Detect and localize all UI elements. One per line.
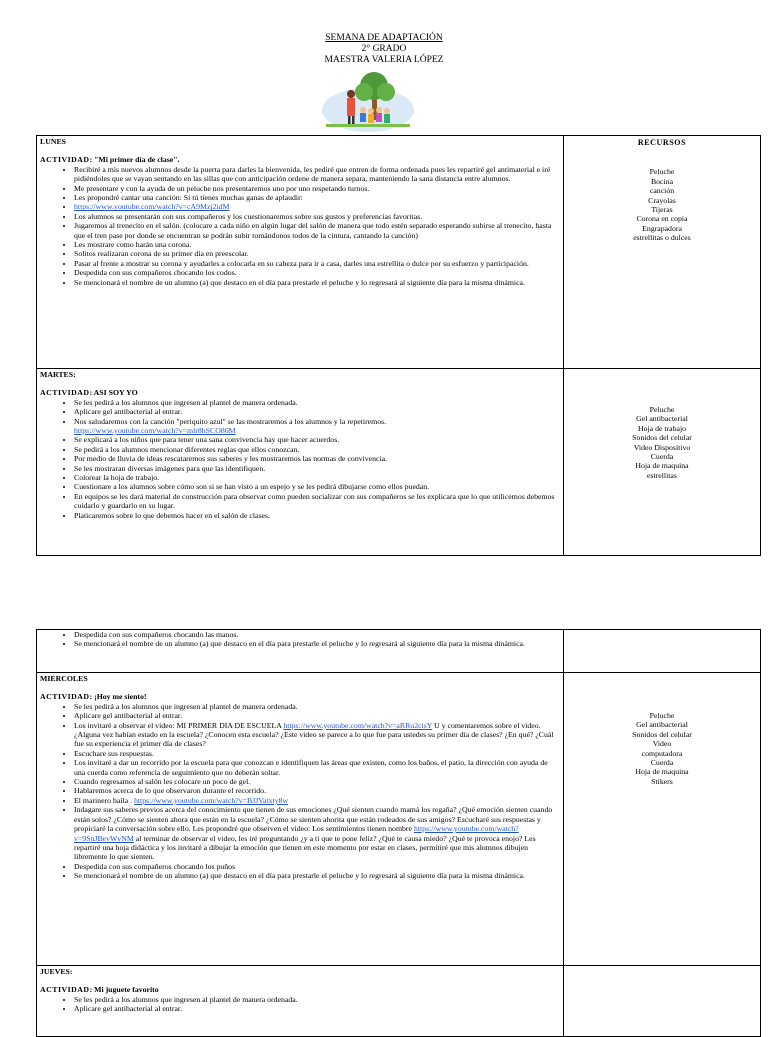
lunes-resources-cell — [564, 136, 761, 369]
document-title: SEMANA DE ADAPTACIÓN — [325, 33, 443, 43]
resource-item: canción — [649, 186, 675, 196]
plan-table-2 — [36, 629, 761, 1037]
jueves-activity-list — [40, 995, 560, 1014]
youtube-link[interactable]: https://www.youtube.com/watch?v=cA9Mzj2idM — [74, 202, 230, 212]
day-label-jueves: JUEVES: — [40, 967, 73, 976]
list-item: • Se mencionará el nombre de un alumno (a) que destaco en el día para prestarle el peluche y lo regresará al siguiente día para la misma dinámica. — [74, 278, 560, 287]
list-item: • Nos saludaremos con la canción "periquito azul" se las mostraremos a los alumnos y la repetiremos. — [74, 417, 560, 426]
list-item: • Colorear la hoja de trabajo. — [74, 473, 560, 482]
plan-table-1 — [36, 135, 761, 556]
activity-title-martes — [40, 388, 560, 397]
list-item: • En equipos se les dará material de construcción para observar como pueden socializar con sus compañeros se les explicara que lo que utilicemos debemos cuidarlo y guardarlo en su lugar. — [74, 492, 560, 511]
list-item: • Les propondré cantar una canción: Si tú tienes muchas ganas de aplaudir: — [74, 193, 560, 202]
jueves-resources-cell — [564, 966, 761, 1037]
activity-label: ACTIVIDAD — [40, 388, 90, 398]
resource-item: Corona en copia — [636, 214, 688, 224]
resource-item: computadora — [641, 748, 683, 758]
list-item: • Se mencionará el nombre de un alumno (a) que destaco en el día para prestarle el peluche y lo regresará al siguiente día para la misma dinámica. — [74, 639, 560, 648]
resource-item: Hoja de maquina — [635, 461, 689, 471]
list-item: • Aplicare gel antibacterial al entrar. — [74, 407, 560, 416]
resources-header: RECURSOS — [637, 138, 687, 147]
resource-item: Cuerda — [650, 758, 674, 768]
list-item: • Jugaremos al trenecito en el salón. (colocare a cada niño en algún lugar del salón de manera que todo estén separado esperando subirse al trenecito, hasta que el tren pase por donde se encuentran se podrán subir tomándonos todos de la cintura, cantando la canción) — [74, 221, 560, 240]
list-item: • Despedida con sus compañeros chocando las manos. — [74, 630, 560, 639]
list-item: • Se pedirá a los alumnos mencionar diferentes reglas que ellos conozcan. — [74, 445, 560, 454]
resource-item: Gel antibacterial — [636, 720, 688, 730]
resource-item: Sonidos del celular — [632, 729, 692, 739]
list-item: • Escuchare sus respuestas. — [74, 749, 560, 758]
martes-activity-list-2 — [40, 435, 560, 520]
table-row-lunes — [37, 136, 761, 369]
lunes-activities-cell — [37, 136, 564, 369]
day-label-miercoles: MIERCOLES — [40, 674, 88, 683]
activity-name: : Mi juguete favorito — [89, 985, 159, 995]
list-item: • Los invitaré a dar un recorrido por la escuela para que conozcan e identifiquen las áreas que existen, como los baños, el patio, la dirección con ayuda de una cuerda como referencia de seguimiento que no deberán soltar. — [74, 758, 560, 777]
list-item: • Solitos realizaran corona de su primer día en preescolar. — [74, 249, 560, 258]
list-item: • Me presentare y con la ayuda de un peluche nos presentaremos uno por uno respetando turnos. — [74, 184, 560, 193]
list-item — [74, 796, 560, 805]
resource-item: estrellitas — [647, 470, 677, 480]
list-item: • Platicaremos sobre lo que debemos hacer en el salón de clases. — [74, 511, 560, 520]
martes-continued-resources-cell — [564, 630, 761, 673]
martes-resources-cell — [564, 369, 761, 556]
list-item: • Se les pedirá a los alumnos que ingresen al plantel de manera ordenada. — [74, 398, 560, 407]
youtube-link[interactable]: https://www.youtube.com/watch?v=9SnJBevWvNM — [74, 824, 519, 843]
activity-label: ACTIVIDAD — [40, 155, 90, 165]
activity-name: : ASI SOY YO — [89, 388, 138, 398]
resource-item: Peluche — [649, 405, 675, 414]
list-item: • Cuestionare a los alumnos sobre cómo son si se han visto a un espejo y se les pedirá dibujarse como ellos puedan. — [74, 482, 560, 491]
resource-item: estrellitas o dulces — [633, 233, 691, 243]
list-item — [74, 721, 560, 749]
youtube-link[interactable]: https://www.youtube.com/watch?v=BJJVatxty8w — [133, 795, 289, 805]
teacher-name: MAESTRA VALERIA LÓPEZ — [324, 55, 444, 65]
resource-item: Bocina — [650, 176, 674, 186]
youtube-link[interactable]: https://www.youtube.com/watch?v=mlr8hSCO86M — [74, 426, 236, 436]
item-text: U y comentaremos sobre el video. ¿Alguna vez habían estado en la escuela? ¿Conocen esta escuela? ¿Este video se parece a lo que fue para ustedes su primer día de clases? ¿En qué? ¿Cuál fue su experiencia el primer día de clases? — [74, 720, 554, 749]
activity-title-jueves — [40, 985, 560, 994]
lunes-activity-list — [40, 165, 560, 287]
miercoles-resources-cell — [564, 673, 761, 966]
activity-title-lunes — [40, 155, 560, 164]
list-item — [74, 202, 560, 211]
activity-label: ACTIVIDAD — [40, 692, 90, 702]
martes-activity-list — [40, 398, 560, 426]
resource-item: Stikers — [651, 776, 673, 786]
teacher-children-illustration — [318, 70, 418, 132]
resource-item: Tijeras — [651, 205, 673, 215]
grade-label: 2° GRADO — [361, 44, 407, 54]
list-item: • Se les mostraran diversas imágenes para que las identifiquen. — [74, 464, 560, 473]
list-item: • Por medio de lluvia de ideas rescataremos sus saberes y les mostraremos las normas de convivencia. — [74, 454, 560, 463]
list-item — [74, 805, 560, 861]
martes-activities-cell — [37, 369, 564, 556]
resource-item: Hoja de maquina — [635, 767, 689, 777]
resource-item: Crayolas — [648, 195, 676, 205]
martes-resources-list — [564, 405, 760, 480]
resource-item: Peluche — [649, 167, 675, 177]
list-item: • Cuando regresamos al salón les colocare un poco de gel. — [74, 777, 560, 786]
list-item: • Aplicare gel antibacterial al entrar. — [74, 1004, 560, 1013]
resource-item: Hoja de trabajo — [637, 423, 687, 433]
resource-item: Sonidos del celular — [632, 433, 692, 443]
item-text: El marinero baila . — [74, 795, 134, 805]
day-label-martes: MARTES: — [40, 370, 76, 379]
item-text: Los invitaré a observar el video: MI PRIMER DIA DE ESCUELA — [74, 720, 284, 730]
table-row-martes — [37, 369, 761, 556]
list-item: • Se mencionará el nombre de un alumno (a) que destaco en el día para prestarle el peluche y lo regresará al siguiente día para la misma dinámica. — [74, 871, 560, 880]
list-item: • Pasar al frente a mostrar su corona y ayudarles a colocarla en su cabeza para ir a casa, darles una estrellita o dulce por su esfuerzo y participación. — [74, 259, 560, 268]
activity-title-miercoles — [40, 692, 560, 701]
list-item: • Despedida con sus compañeros chocando los codos. — [74, 268, 560, 277]
activity-name: : ¡Hoy me siento! — [89, 692, 147, 702]
list-item: • Aplicare gel antibacterial al entrar. — [74, 711, 560, 720]
document-header — [0, 33, 768, 66]
lunes-resources-list — [564, 167, 760, 242]
item-text: Indagare sus saberes previos acerca del conocimiento que tienen de sus emociones ¿Qué sienten cuando mamá los regaña? ¿Qué emoción sienten cuando están solos? ¿Cómo se sienten ahora que están en la escuela? ¿Cómo se sienten ahorita que están rodeados de sus amigos? Escucharé sus respuestas y propiciaré la conversación sobre ello. Les propondré que observen el video: Los sentimientos tienen nombre — [74, 805, 553, 834]
table-row-martes-continued — [37, 630, 761, 673]
list-item: • Les mostrare como harán una corona. — [74, 240, 560, 249]
martes-link-line — [40, 426, 560, 435]
list-item: • Los alumnos se presentarán con sus compañeros y los cuestionaremos sobre sus gustos y preferencias favoritas. — [74, 212, 560, 221]
list-item: • Despedida con sus compañeros chocando los puños — [74, 862, 560, 871]
activity-label: ACTIVIDAD — [40, 985, 90, 995]
activity-name: : "Mi primer día de clase". — [89, 155, 180, 165]
youtube-link[interactable]: https://www.youtube.com/watch?v=aRRu2cisY — [283, 720, 433, 730]
item-text: al terminar de observar el video, les iré preguntando ¿y a ti que te pone feliz? ¿Qué te causa miedo? ¿Qué te provoca enojo? Les repartiré una hoja didáctica y los invitaré a dibujar la emoción que tienen en este momento por estar en clases, permitiré que mis alumnos dibujen libremente lo que sienten. — [74, 833, 536, 862]
list-item: • Hablaremos acerca de lo que observaron durante el recorrido. — [74, 786, 560, 795]
resource-item: Peluche — [649, 711, 675, 720]
jueves-activities-cell — [37, 966, 564, 1037]
table-row-miercoles — [37, 673, 761, 966]
resource-item: Cuerda — [650, 452, 674, 462]
resource-item: Engrapadora — [642, 223, 682, 233]
list-item: • Recibiré a mis nuevos alumnos desde la puerta para darles la bienvenida, les pediré que entren de forma ordenada pues les repartiré gel antimaterial e iré pidiéndoles que se vayan sentando en las sillas que con anticipación ordene de manera separa, manteniendo la sana distancia entre alumnos. — [74, 165, 560, 184]
list-item: • Se les pedirá a los alumnos que ingresen al plantel de manera ordenada. — [74, 995, 560, 1004]
resource-item: Gel antibacterial — [636, 414, 688, 424]
table-row-jueves — [37, 966, 761, 1037]
list-item: • Se les pedirá a los alumnos que ingresen al plantel de manera ordenada. — [74, 702, 560, 711]
martes-continued-cell — [37, 630, 564, 673]
martes-continued-list — [40, 630, 560, 649]
list-item: • Se explicará a los niños que para tener una sana convivencia hay que hacer acuerdos. — [74, 435, 560, 444]
resource-item: Video Dispositivo — [633, 442, 691, 452]
resource-item: Video — [652, 739, 672, 749]
day-label-lunes: LUNES — [40, 137, 66, 146]
miercoles-activities-cell — [37, 673, 564, 966]
miercoles-activity-list — [40, 702, 560, 881]
miercoles-resources-list — [564, 711, 760, 786]
